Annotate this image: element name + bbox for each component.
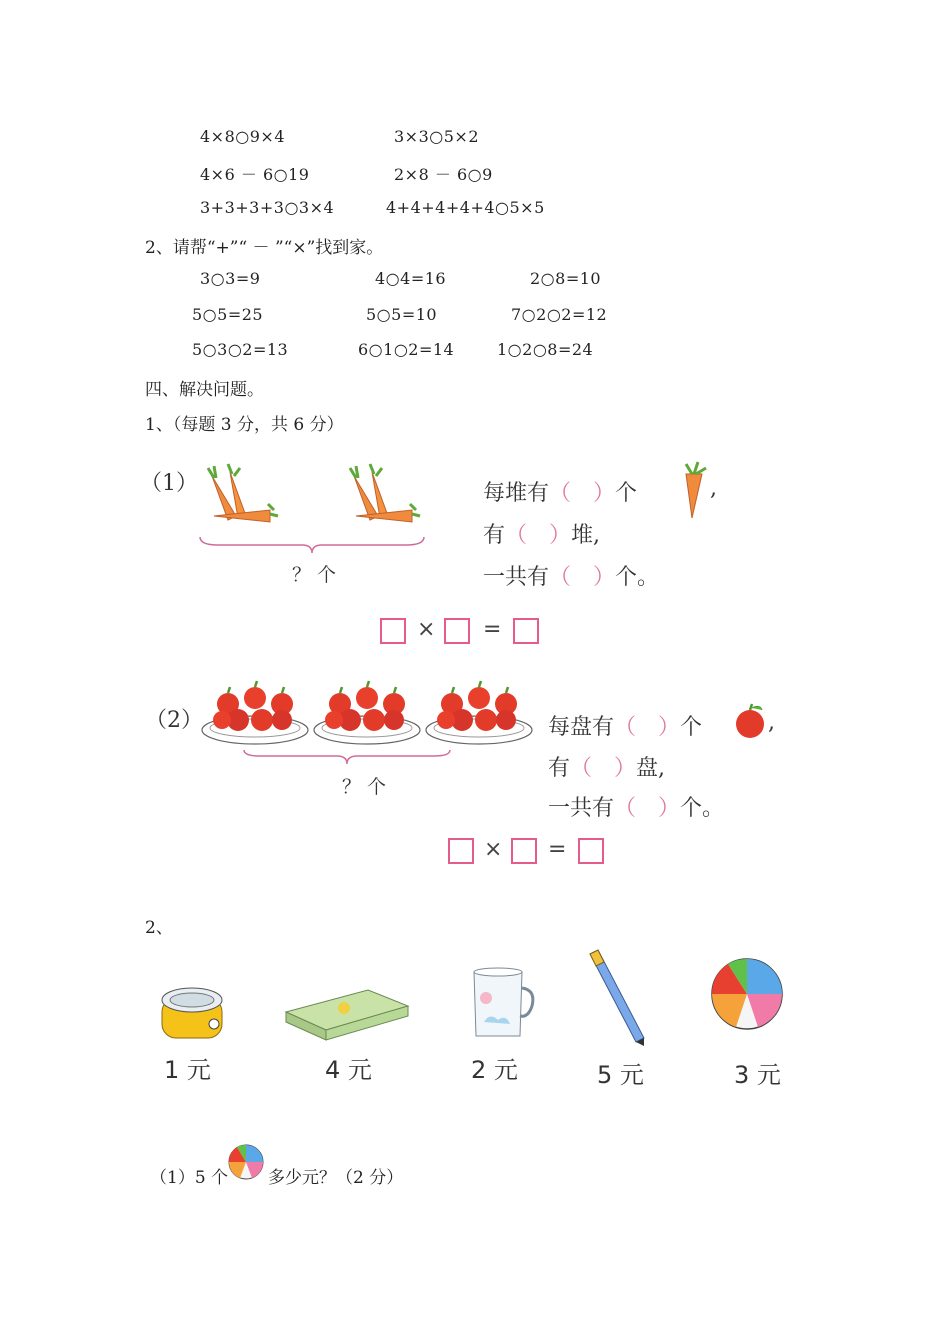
sign-expr: 5○3○2=13 — [192, 340, 289, 359]
answer-box[interactable] — [448, 838, 474, 864]
compare-expr: 3+3+3+3○3×4 — [200, 198, 335, 217]
brace-label: ？ 个 — [342, 776, 387, 798]
apple-icon — [731, 702, 769, 740]
text: 一共有 — [548, 796, 615, 821]
ball-icon — [226, 1143, 266, 1181]
item-price: 5 元 — [597, 1061, 644, 1089]
text: 堆, — [571, 523, 601, 548]
answer-box[interactable] — [511, 838, 537, 864]
line-piles — [483, 518, 600, 549]
paren-close: ） — [549, 523, 572, 548]
paren-close: ） — [658, 715, 681, 740]
pencil-case-icon — [282, 984, 412, 1042]
problem-label: （2） — [145, 708, 203, 733]
item-price: 3 元 — [734, 1061, 781, 1089]
paren-open: （ — [614, 796, 637, 821]
times-sign: × — [417, 617, 436, 642]
times-sign: × — [484, 837, 503, 862]
line-total — [548, 791, 724, 822]
problem-label: （1） — [140, 471, 198, 496]
carrot-icon — [672, 460, 712, 520]
compare-expr: 3×3○5×2 — [394, 127, 479, 146]
sign-expr: 6○1○2=14 — [358, 340, 455, 359]
section4-title: 四、解决问题。 — [145, 380, 264, 400]
answer-box[interactable] — [578, 838, 604, 864]
text: 盘, — [636, 756, 666, 781]
line-per-pile — [483, 476, 637, 507]
answer-box[interactable] — [513, 618, 539, 644]
item-price: 4 元 — [325, 1056, 372, 1084]
sign-expr: 5○5=25 — [192, 305, 264, 324]
line-per-plate — [548, 710, 702, 741]
text: 个。 — [615, 565, 660, 590]
comma: , — [768, 710, 775, 735]
sign-expr: 3○3=9 — [200, 269, 261, 288]
carrot-piles-icon — [200, 458, 430, 538]
text: 个 — [680, 715, 703, 740]
answer-box[interactable] — [380, 618, 406, 644]
apple-plates-icon — [200, 676, 536, 752]
compare-expr: 4×6 － 6○19 — [200, 165, 310, 184]
brace-label: ？ 个 — [292, 564, 337, 586]
paren-close: ） — [614, 756, 637, 781]
apple-plate-icon — [426, 681, 532, 744]
equals-sign: = — [548, 837, 567, 862]
cup-icon — [468, 966, 536, 1042]
sign-expr: 1○2○8=24 — [497, 340, 594, 359]
sub-question-1 — [150, 1163, 228, 1188]
comma: , — [710, 476, 717, 501]
text: 每堆有 — [483, 481, 550, 506]
compare-expr: 4+4+4+4+4○5×5 — [386, 198, 545, 217]
compare-expr: 4×8○9×4 — [200, 127, 285, 146]
paren-open: （ — [549, 565, 572, 590]
item-price: 1 元 — [164, 1056, 211, 1084]
line-plates — [548, 751, 665, 782]
carrot-pile-icon — [350, 464, 420, 522]
line-total — [483, 560, 659, 591]
sign-expr: 5○5=10 — [366, 305, 438, 324]
brace-icon — [242, 748, 452, 766]
pen-icon — [584, 948, 650, 1048]
carrot-pile-icon — [208, 464, 278, 522]
paren-open: （ — [614, 715, 637, 740]
text: 每盘有 — [548, 715, 615, 740]
brace-icon — [198, 535, 426, 555]
text: 有 — [548, 756, 571, 781]
sign-expr: 4○4=16 — [375, 269, 447, 288]
pencil-sharpener-icon — [158, 980, 226, 1046]
sign-expr: 7○2○2=12 — [511, 305, 608, 324]
equals-sign: = — [483, 617, 502, 642]
sub-q-prefix: （1）5 个 — [150, 1168, 229, 1188]
q2-title: 2、 — [145, 918, 173, 938]
paren-open: （ — [505, 523, 528, 548]
text: 个。 — [680, 796, 725, 821]
paren-open: （ — [570, 756, 593, 781]
paren-close: ） — [658, 796, 681, 821]
item-price: 2 元 — [471, 1056, 518, 1084]
q1-title: 1、（每题 3 分，共 6 分） — [145, 415, 344, 435]
apple-plate-icon — [314, 681, 420, 744]
paren-open: （ — [549, 481, 572, 506]
paren-close: ） — [593, 481, 616, 506]
sign-expr: 2○8=10 — [530, 269, 602, 288]
apple-plate-icon — [202, 681, 308, 744]
text: 有 — [483, 523, 506, 548]
ball-icon — [708, 956, 786, 1032]
section2-title: 2、请帮“+”“ － ”“×”找到家。 — [145, 238, 384, 258]
answer-box[interactable] — [444, 618, 470, 644]
paren-close: ） — [593, 565, 616, 590]
sub-q-suffix: 多少元？（2 分） — [268, 1168, 404, 1188]
compare-expr: 2×8 － 6○9 — [394, 165, 493, 184]
text: 个 — [615, 481, 638, 506]
text: 一共有 — [483, 565, 550, 590]
